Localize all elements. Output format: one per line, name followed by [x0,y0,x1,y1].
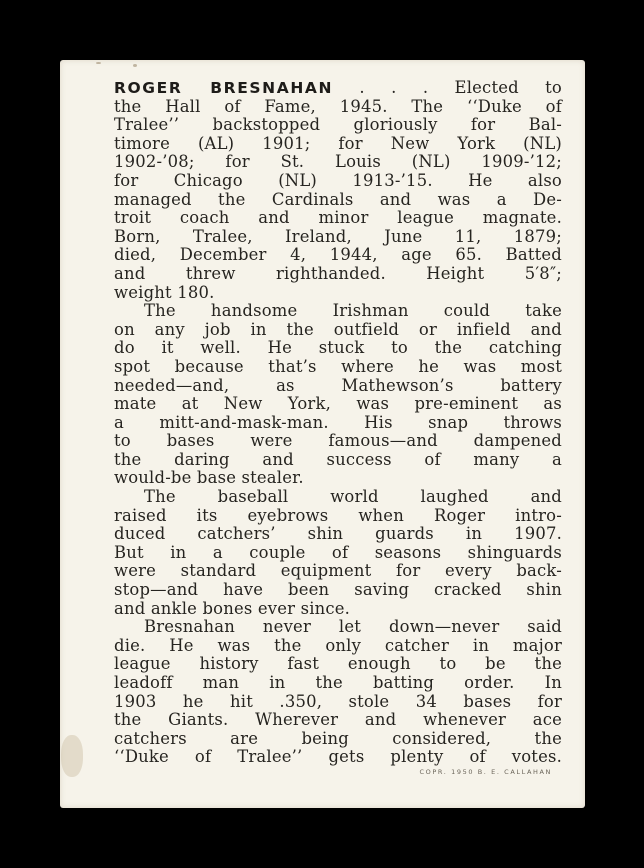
bio-line: ‘‘Duke of Tralee’’ gets plenty of votes. [114,747,562,767]
bio-line: were standard equipment for every back- [114,561,562,581]
bio-line: 1903 he hit .350, stole 34 bases for [114,691,562,711]
bio-line: a mitt-and-mask-man. His snap throws [114,412,562,432]
bio-line: the Giants. Wherever and whenever ace [114,710,562,730]
bio-line: the Hall of Fame, 1945. The ‘‘Duke of [114,96,562,116]
bio-line: But in a couple of seasons shinguards [114,542,562,562]
bio-line: stop—and have been saving cracked shin [114,580,562,600]
card-speck [96,62,101,64]
bio-line: 1902-’08; for St. Louis (NL) 1909-’12; [114,152,562,172]
bio-line: die. He was the only catcher in major [114,635,562,655]
card-speck [133,64,137,67]
bio-line: timore (AL) 1901; for New York (NL) [114,133,562,153]
bio-line: duced catchers’ shin guards in 1907. [114,524,562,544]
bio-line: The baseball world laughed and [144,487,562,507]
bio-line: league history fast enough to be the [114,654,562,674]
bio-line: would-be base stealer. [114,468,304,488]
bio-line: Tralee’’ backstopped gloriously for Bal- [114,115,562,135]
bio-line: leadoff man in the batting order. In [114,673,562,692]
bio-line: the daring and success of many a [114,449,562,469]
player-name: ROGER BRESNAHAN [114,79,334,97]
bio-line: troit coach and minor league magnate. [114,208,562,228]
bio-line: for Chicago (NL) 1913-’15. He also [114,170,562,190]
copyright-notice: COPR. 1950 B. E. CALLAHAN [419,768,552,776]
bio-line: and ankle bones ever since. [114,598,351,618]
bio-line: The handsome Irishman could take [144,301,562,321]
bio-line: and threw righthanded. Height 5′8″; [114,263,562,283]
bio-line: managed the Cardinals and was a De- [114,189,562,209]
bio-line: needed—and, as Mathewson’s battery [114,375,562,395]
bio-line: Bresnahan never let down—never said [144,617,562,637]
bio-line: catchers are being considered, the [114,728,562,748]
bio-line: on any job in the outfield or infield and [114,319,562,339]
bio-line: raised its eyebrows when Roger intro- [114,505,562,525]
bio-line: Born, Tralee, Ireland, June 11, 1879; [114,226,562,246]
bio-heading-line [114,79,562,98]
card-stain [61,735,83,777]
bio-line: do it well. He stuck to the catching [114,338,562,358]
bio-line: to bases were famous—and dampened [114,431,562,451]
bio-line: weight 180. [114,282,215,302]
bio-line: died, December 4, 1944, age 65. Batted [114,245,562,265]
bio-line: spot because that’s where he was most [114,356,562,376]
biography-text [114,79,562,767]
heading-continuation: . . . Elected to [359,78,562,97]
bio-line: mate at New York, was pre-eminent as [114,394,562,414]
